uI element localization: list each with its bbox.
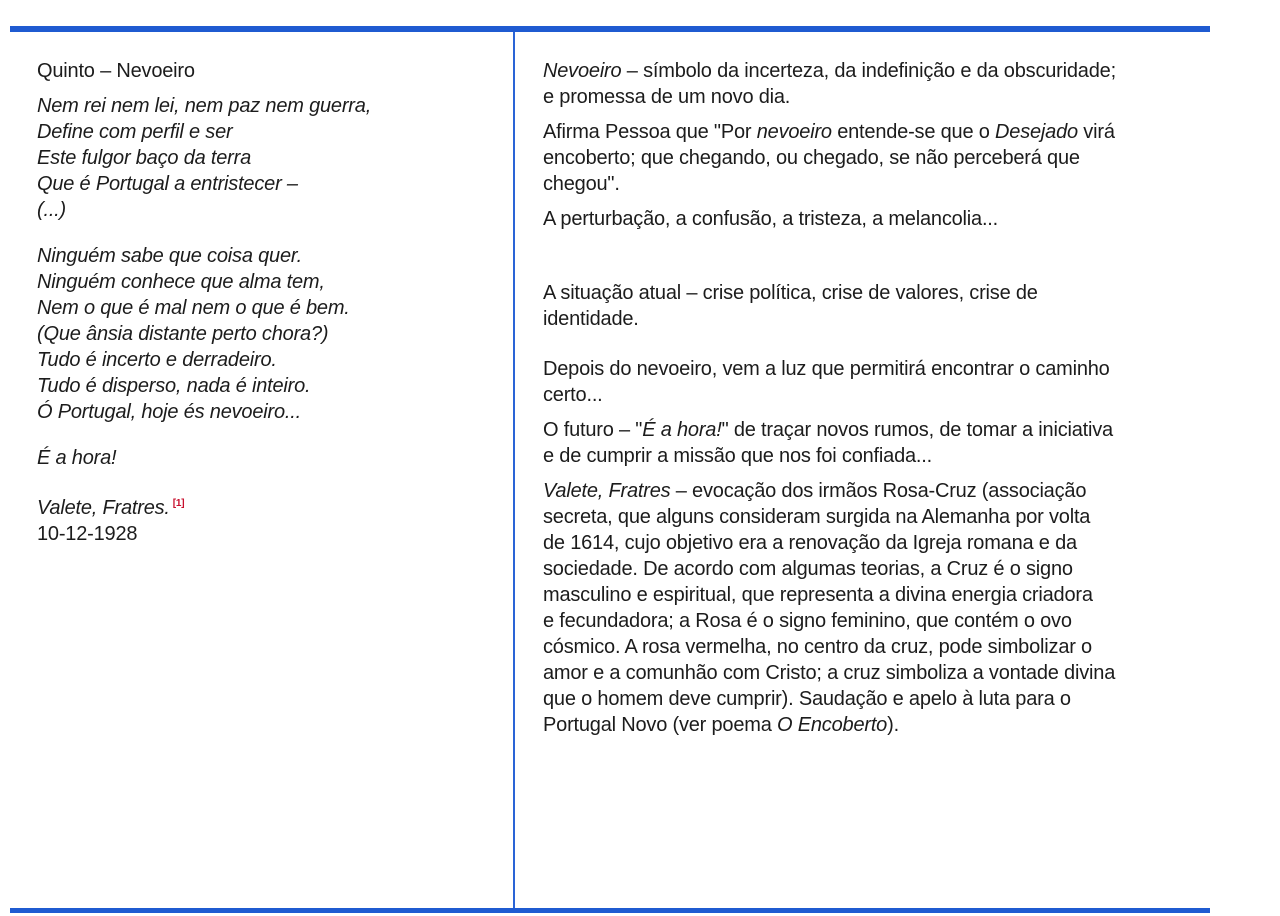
note-term: Valete, Fratres <box>543 480 671 502</box>
poem-verse: Define com perfil e ser <box>37 121 233 143</box>
note-pessoa-quote: Afirma Pessoa que "Por nevoeiro entende-se que o Desejado virá encoberto; que chegando, ou chegado, se não perceberá que chegou". <box>543 121 1115 195</box>
poem-title: Quinto – Nevoeiro <box>37 60 195 82</box>
poem-verse: Nem rei nem lei, nem paz nem guerra, <box>37 95 372 117</box>
note-nevoeiro: Nevoeiro – símbolo da incerteza, da indefinição e da obscuridade; e promessa de um novo dia. <box>543 60 1116 108</box>
note-situacao-atual: A situação atual – crise política, crise de valores, crise de identidade. <box>543 282 1038 330</box>
poem-date: 10-12-1928 <box>37 523 138 545</box>
note-term: Nevoeiro <box>543 60 622 82</box>
notes-column <box>543 58 1193 738</box>
footnote-marker: [1] <box>172 498 185 509</box>
note-perturbacao: A perturbação, a confusão, a tristeza, a melancolia... <box>543 208 999 230</box>
poem-verse: Tudo é incerto e derradeiro. <box>37 349 277 371</box>
note-valete-fratres: Valete, Fratres – evocação dos irmãos Rosa-Cruz (associação secreta, que alguns consideram surgida na Alemanha por volta de 1614, cujo objetivo era a renovação da Igreja romana e da sociedade. De acordo com algumas teorias, a Cruz é o signo masculino e espiritual, que representa a divina energia criadora e fecundadora; a Rosa é o signo feminino, que contém o ovo cósmico. A rosa vermelha, no centro da cruz, pode simbolizar o amor e a comunhão com Cristo; a cruz simboliza a vontade divina que o homem deve cumprir). Saudação e apelo à luta para o Portugal Novo (ver poema O Encoberto). <box>543 480 1116 736</box>
poem-verse: Tudo é disperso, nada é inteiro. <box>37 375 311 397</box>
poem-verse: Ó Portugal, hoje és nevoeiro... <box>37 401 301 423</box>
poem-verse: (...) <box>37 199 66 221</box>
poem-stanza-3: É a hora! <box>37 447 117 469</box>
poem-verse: Ninguém sabe que coisa quer. <box>37 245 302 267</box>
poem-verse: Este fulgor baço da terra <box>37 147 252 169</box>
poem-signoff <box>37 491 497 521</box>
poem-verse: (Que ânsia distante perto chora?) <box>37 323 329 345</box>
note-depois-nevoeiro: Depois do nevoeiro, vem a luz que permitirá encontrar o caminho certo... <box>543 358 1110 406</box>
poem-verse: Que é Portugal a entristecer – <box>37 173 298 195</box>
poem-stanza-2 <box>37 243 497 425</box>
bottom-rule <box>10 908 1210 913</box>
top-rule <box>10 26 1210 32</box>
poem-column <box>37 58 497 547</box>
poem-stanza-1 <box>37 93 497 223</box>
poem-verse: Nem o que é mal nem o que é bem. <box>37 297 350 319</box>
column-divider <box>513 32 515 908</box>
poem-verse: Ninguém conhece que alma tem, <box>37 271 325 293</box>
farewell-text: Valete, Fratres. <box>37 497 170 519</box>
note-futuro: O futuro – "É a hora!" de traçar novos rumos, de tomar a iniciativa e de cumprir a missão que nos foi confiada... <box>543 419 1113 467</box>
